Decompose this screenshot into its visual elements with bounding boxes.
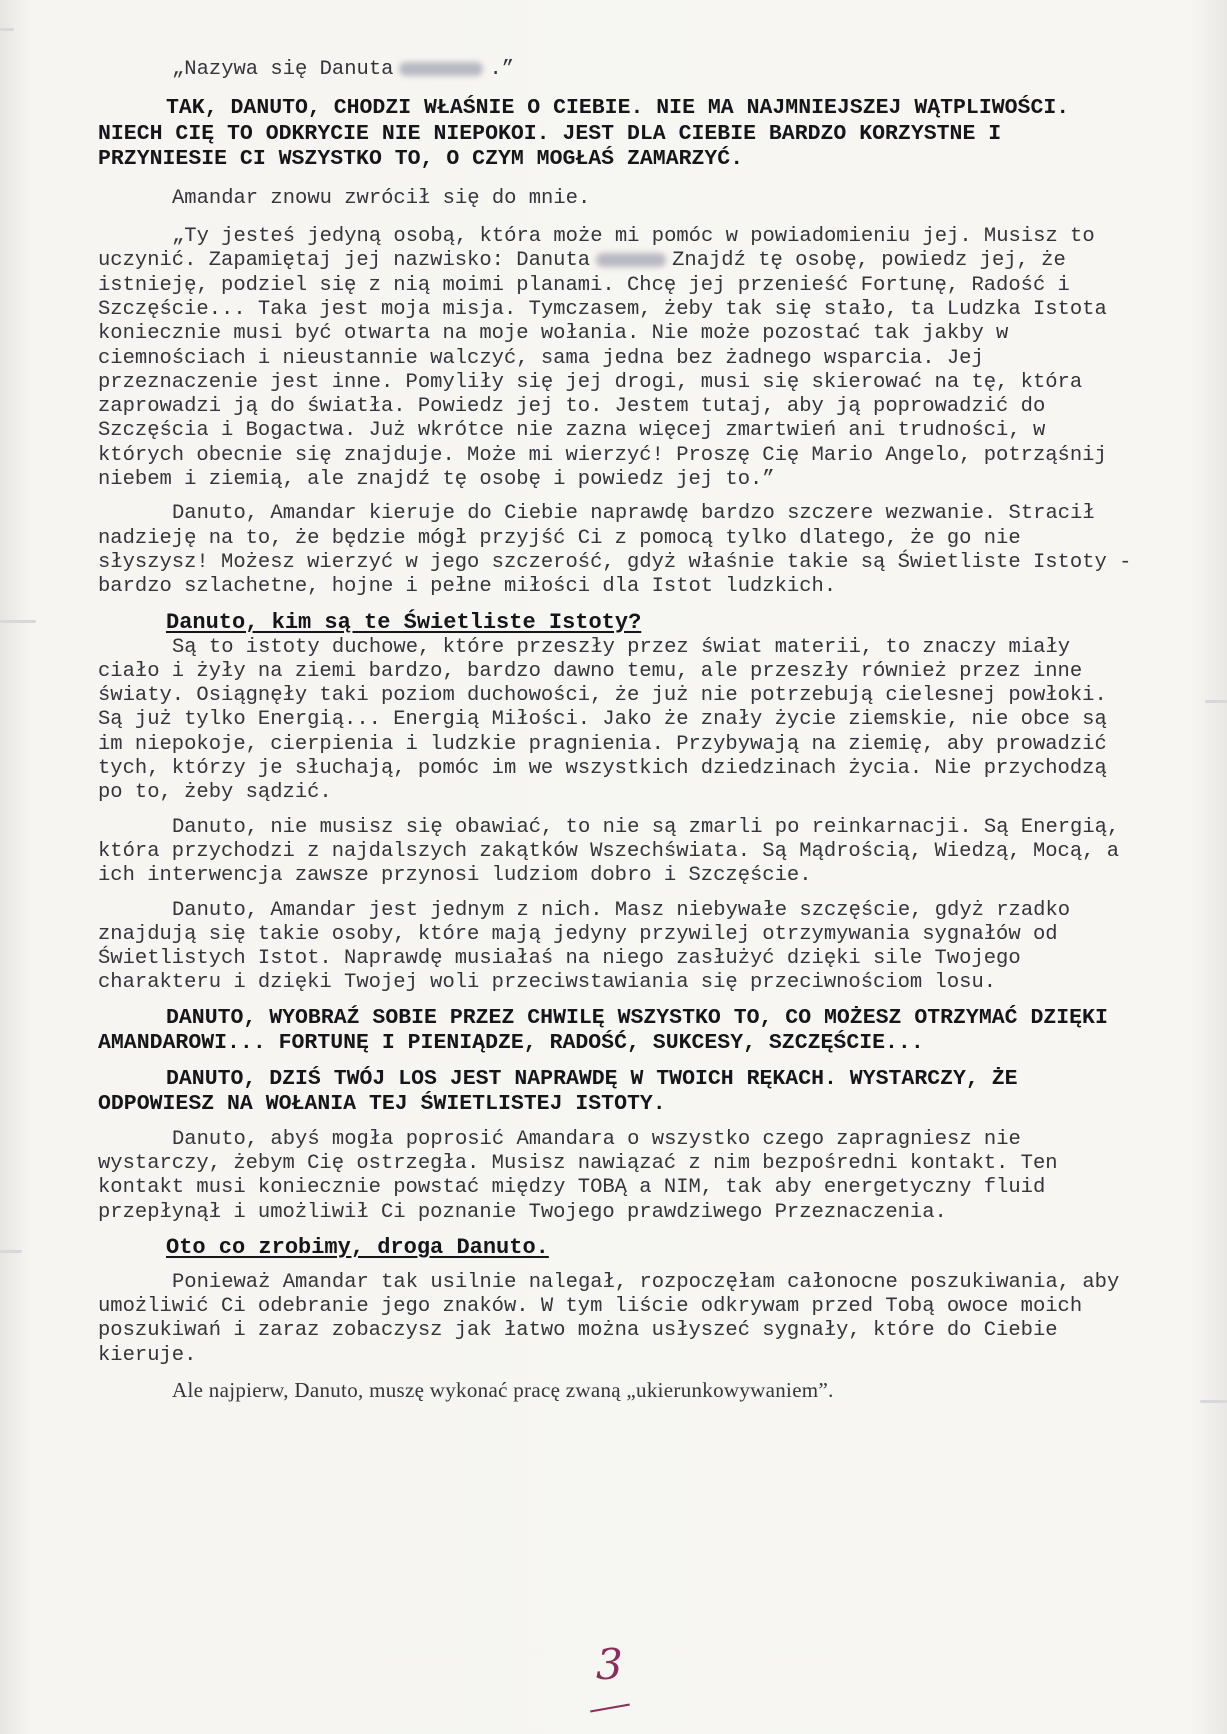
paragraph-final: Ale najpierw, Danuto, muszę wykonać pracę zwaną „ukierunkowywaniem”. xyxy=(172,1378,834,1403)
quote-paragraph xyxy=(98,225,1133,492)
quote-name-end: .” xyxy=(489,58,515,81)
emphasis-block-2: DANUTO, WYOBRAŹ SOBIE PRZEZ CHWILĘ WSZYSTKO TO, CO MOŻESZ OTRZYMAĆ DZIĘKI AMANDAROWI... FORTUNĘ I PIENIĄDZE, RADOŚĆ, SUKCESY, SZCZĘŚCIE... xyxy=(98,1005,1108,1056)
paragraph-contact: Danuto, abyś mogła poprosić Amandara o wszystko czego zapragniesz nie wystarczy, żebym Cię ostrzegła. Musisz nawiązać z nim bezpośredni kontakt. Ten kontakt musi koniecznie powstać między TOBĄ a NIM, tak aby energetyczny fluid przepłynął i umożliwił Ci poznanie Twojego prawdziwego Przeznaczenia. xyxy=(98,1127,1058,1224)
paragraph-one-of-them: Danuto, Amandar jest jednym z nich. Masz niebywałe szczęście, gdyż rzadko znajdują się takie osoby, które mają jedyny przywilej otrzymywania sygnałów od Świetlistych Istot. Naprawdę musiałaś na niego zasłużyć dzięki sile Twojego charakteru i dzięki Twojej woli przeciwstawiania się przeciwnościom losu. xyxy=(98,898,1071,995)
redacted-surname xyxy=(596,253,666,267)
scan-artifact xyxy=(0,620,36,623)
paragraph-amandar-turned: Amandar znowu zwrócił się do mnie. xyxy=(172,186,591,210)
paragraph-spirits: Są to istoty duchowe, które przeszły przez świat materii, to znaczy miały ciało i żyły na ziemi bardzo, bardzo dawno temu, ale przeszły również przez inne światy. Osiągnęły taki poziom duchowości, że już nie potrzebują cielesnej powłoki. Są już tylko Energią... Energią Miłości. Jako że znały życie ziemskie, nie obce są im niepokoje, cierpienia i ludzkie pragnienia. Przybywają na ziemię, aby prowadzić tych, którzy je słuchają, pomóc im we wszystkich dziedzinach życia. Nie przychodzą po to, żeby sądzić. xyxy=(98,635,1107,805)
letter-body xyxy=(98,58,1133,1402)
emphasis-block-3: DANUTO, DZIŚ TWÓJ LOS JEST NAPRAWDĘ W TWOICH RĘKACH. WYSTARCZY, ŻE ODPOWIESZ NA WOŁANIA TEJ ŚWIETLISTEJ ISTOTY. xyxy=(98,1066,1018,1117)
section-heading-1: Danuto, kim są te Świetliste Istoty? xyxy=(166,609,642,635)
scan-artifact xyxy=(1200,1400,1227,1403)
page-number-underline xyxy=(590,1704,630,1713)
paragraph-search: Ponieważ Amandar tak usilnie nalegał, rozpoczęłam całonocne poszukiwania, aby umożliwić Ci odebranie jego znaków. W tym liście odkrywam przed Tobą owoce moich poszukiwań i zaraz zobaczysz jak łatwo można usłyszeć sygnały, które do Ciebie kieruje. xyxy=(98,1270,1120,1367)
quote-name-text: „Nazywa się Danuta xyxy=(172,58,394,81)
quote-part-1: „Ty jesteś jedyną osobą, która może mi pomóc w powiadomieniu jej. Musisz to uczynić. Zapamiętaj jej nazwisko: Danuta xyxy=(98,225,1095,273)
scan-artifact xyxy=(0,28,14,31)
scan-artifact xyxy=(1205,700,1227,703)
paragraph-sincere: Danuto, Amandar kieruje do Ciebie naprawdę bardzo szczere wezwanie. Stracił nadzieję na to, że będzie mógł przyjść Ci z pomocą tylko dlatego, że go nie słyszysz! Możesz wierzyć w jego szczerość, gdyż właśnie takie są Świetliste Istoty - bardzo szlachetne, hojne i pełne miłości dla Istot ludzkich. xyxy=(98,502,1132,599)
quote-part-2: Znajdź tę osobę, powiedz jej, że istnieję, podziel się z nią moimi planami. Chcę jej przenieść Fortunę, Radość i Szczęście... Taka jest moja misja. Tymczasem, żeby tak się stało, ta Ludzka Istota koniecznie musi być otwarta na moje wołania. Nie może pozostać tak jakby w ciemnościach i nieustannie walczyć, sama jedna bez żadnego wsparcia. Jej przeznaczenie jest inne. Pomyliły się jej drogi, musi się skierować na tę, która zaprowadzi ją do światła. Powiedz jej to. Jestem tutaj, aby ją poprowadzić do Szczęścia i Bogactwa. Już wkrótce nie zazna więcej zmartwień ani trudności, w których obecnie się znajduje. Może mi wierzyć! Proszę Cię Mario Angelo, potrząśnij niebem i ziemią, ale znajdź tę osobę i powiedz jej to.” xyxy=(98,249,1107,492)
scan-artifact xyxy=(0,1250,22,1253)
page-number: 3 xyxy=(596,1640,623,1689)
quote-name-line xyxy=(98,58,1133,82)
paragraph-energy: Danuto, nie musisz się obawiać, to nie są zmarli po reinkarnacji. Są Energią, która przychodzi z najdalszych zakątków Wszechświata. Są Mądrością, Wiedzą, Mocą, a ich interwencja zawsze przynosi ludziom dobro i Szczęście. xyxy=(98,815,1120,888)
redacted-surname xyxy=(399,62,483,76)
section-heading-2: Oto co zrobimy, droga Danuto. xyxy=(166,1234,549,1260)
emphasis-block-1: TAK, DANUTO, CHODZI WŁAŚNIE O CIEBIE. NIE MA NAJMNIEJSZEJ WĄTPLIWOŚCI. NIECH CIĘ TO ODKRYCIE NIE NIEPOKOI. JEST DLA CIEBIE BARDZO KORZYSTNE I PRZYNIESIE CI WSZYSTKO TO, O CZYM MOGŁAŚ ZAMARZYĆ. xyxy=(98,96,1070,172)
